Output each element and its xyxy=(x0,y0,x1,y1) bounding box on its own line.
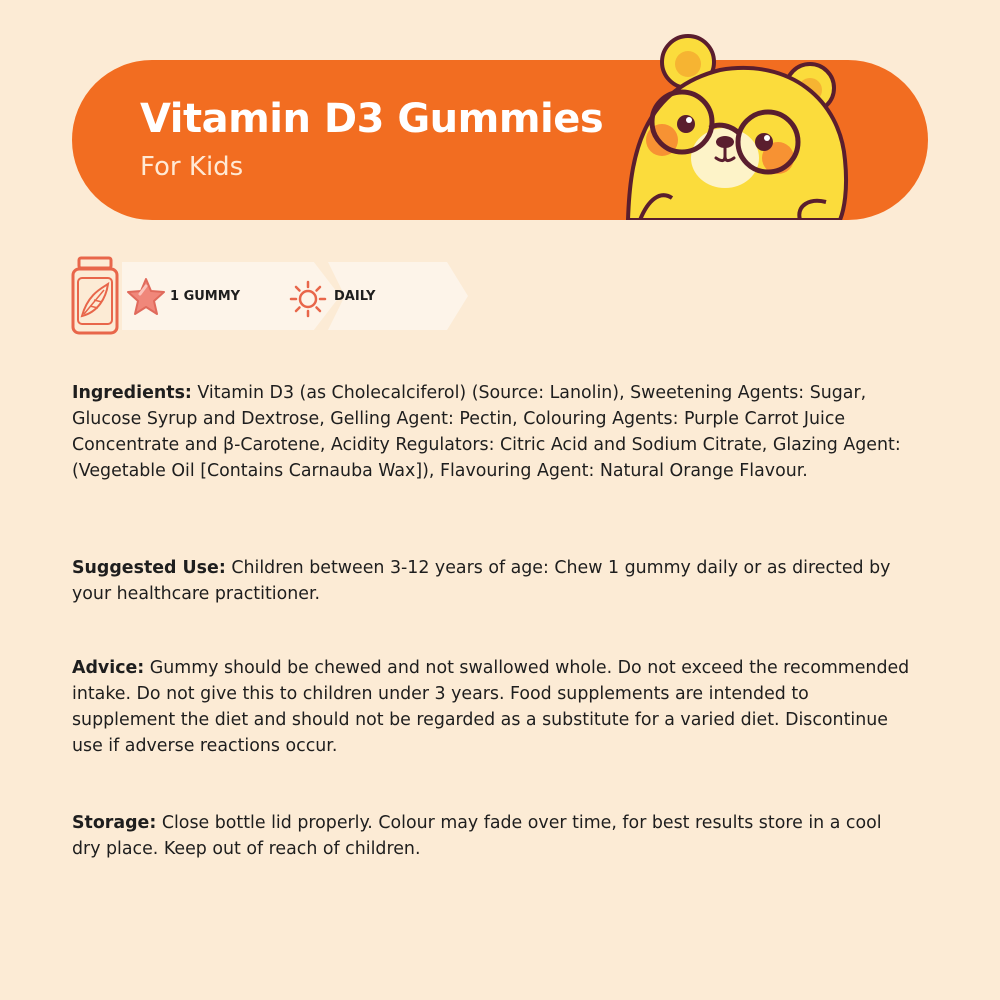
dose-frequency-label: DAILY xyxy=(334,289,376,304)
product-subtitle: For Kids xyxy=(140,152,244,182)
ingredients-section xyxy=(72,380,912,484)
suggested-use-section xyxy=(72,555,912,607)
jar-icon xyxy=(70,256,120,336)
sun-icon xyxy=(289,280,327,318)
advice-section xyxy=(72,655,912,759)
storage-section xyxy=(72,810,912,862)
advice-label: Advice: xyxy=(72,658,145,678)
ingredients-text: Vitamin D3 (as Cholecalciferol) (Source: Lanolin), Sweetening Agents: Sugar, Glucose Syrup and Dextrose, Gelling Agent: Pectin, Colouring Agents: Purple Carrot Juice Concentrate and β-Carotene, Acidity Regulators: Citric Acid and Sodium Citrate, Glazing Agent: (Vegetable Oil [Contains Carnauba Wax]), Flavouring Agent: Natural Orange Flavour. xyxy=(72,383,901,481)
storage-label: Storage: xyxy=(72,813,157,833)
star-gummy-icon xyxy=(124,276,168,318)
suggested-use-label: Suggested Use: xyxy=(72,558,226,578)
advice-text: Gummy should be chewed and not swallowed whole. Do not exceed the recommended intake. Do not give this to children under 3 years. Food supplements are intended to supplement the diet and should not be regarded as a substitute for a varied diet. Discontinue use if adverse reactions occur. xyxy=(72,658,910,756)
ingredients-label: Ingredients: xyxy=(72,383,192,403)
bear-mascot-icon xyxy=(600,30,860,220)
suggested-use-text: Children between 3-12 years of age: Chew 1 gummy daily or as directed by your healthcare practitioner. xyxy=(72,558,891,604)
dose-amount-label: 1 GUMMY xyxy=(170,289,241,304)
storage-text: Close bottle lid properly. Colour may fade over time, for best results store in a cool dry place. Keep out of reach of children. xyxy=(72,813,882,859)
product-title: Vitamin D3 Gummies xyxy=(140,96,604,142)
